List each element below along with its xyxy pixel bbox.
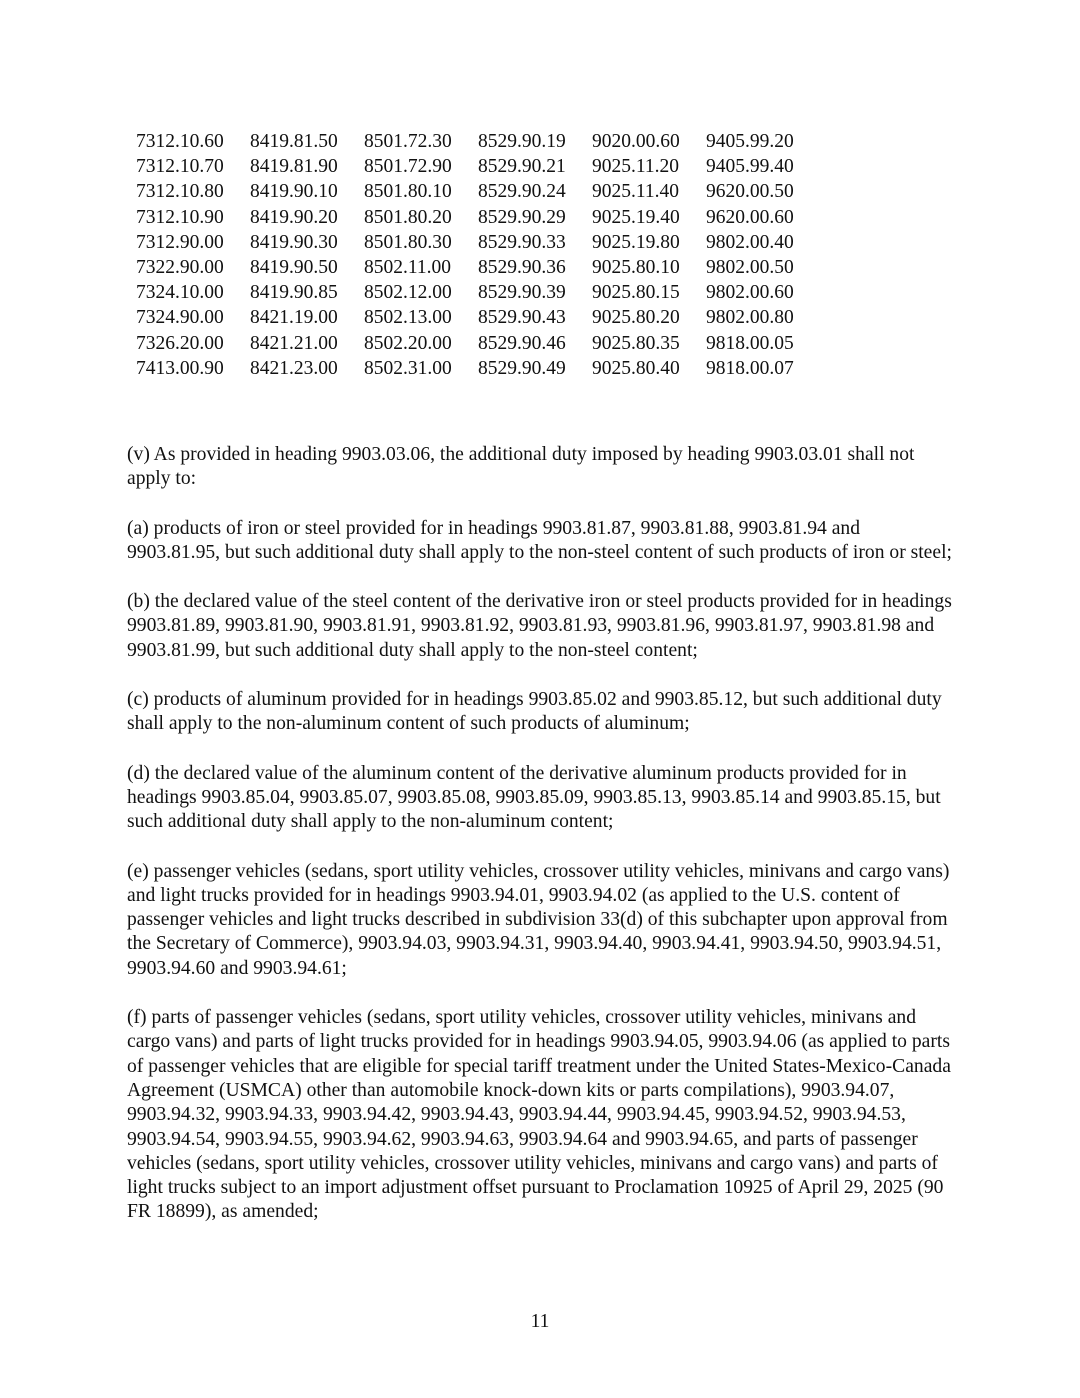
paragraph-d: (d) the declared value of the aluminum content of the derivative aluminum products provided for in headings 9903.85.04, 9903.85.07, 9903.85.08, 9903.85.09, 9903.85.13, 9903.85.14 and 9903.85.15, but such additional duty shall apply to the non-aluminum content; xyxy=(127,762,941,833)
table-cell: 8419.81.50 xyxy=(250,131,338,152)
paragraph-v: (v) As provided in heading 9903.03.06, the additional duty imposed by heading 9903.03.01 shall not apply to: xyxy=(127,444,915,490)
table-cell: 9620.00.60 xyxy=(706,206,794,228)
table-cell: 8529.90.19 xyxy=(478,131,566,152)
table-cell: 9405.99.20 xyxy=(706,131,794,152)
table-cell: 9025.19.80 xyxy=(592,231,680,253)
table-cell: 8502.12.00 xyxy=(364,282,452,304)
table-cell: 9025.11.40 xyxy=(592,181,680,203)
table-cell: 8529.90.36 xyxy=(478,257,566,279)
page-number: 11 xyxy=(530,1311,550,1332)
table-cell: 8419.90.20 xyxy=(250,206,338,228)
table-row xyxy=(136,356,820,381)
table-cell: 9025.80.10 xyxy=(592,257,680,279)
table-row xyxy=(136,154,820,179)
table-row xyxy=(136,280,820,305)
table-cell: 8529.90.29 xyxy=(478,206,566,228)
table-row xyxy=(136,205,820,230)
table-cell: 8419.90.50 xyxy=(250,257,338,279)
table-cell: 7324.10.00 xyxy=(136,282,224,304)
table-cell: 8501.72.30 xyxy=(364,131,452,152)
table-cell: 9025.80.20 xyxy=(592,307,680,329)
table-cell: 9025.80.15 xyxy=(592,282,680,304)
table-cell: 9818.00.05 xyxy=(706,332,794,354)
table-cell: 7312.10.80 xyxy=(136,181,224,203)
table-row xyxy=(136,305,820,330)
table-cell: 7322.90.00 xyxy=(136,257,224,279)
table-cell: 9025.80.35 xyxy=(592,332,680,354)
table-row xyxy=(136,255,820,280)
table-cell: 8502.20.00 xyxy=(364,332,452,354)
table-cell: 9020.00.60 xyxy=(592,131,680,152)
table-cell: 9802.00.50 xyxy=(706,257,794,279)
paragraph-f: (f) parts of passenger vehicles (sedans, sport utility vehicles, crossover utility vehicles, minivans and cargo vans) and parts of light trucks provided for in headings 9903.94.05, 9903.94.06 (as applied to parts of passenger vehicles that are eligible for special tariff treatment under the United States-Mexico-Canada Agreement (USMCA) other than automobile knock-down kits or parts compilations), 9903.94.07, 9903.94.32, 9903.94.33, 9903.94.42, 9903.94.43, 9903.94.44, 9903.94.45, 9903.94.52, 9903.94.53, 9903.94.54, 9903.94.55, 9903.94.62, 9903.94.63, 9903.94.64 and 9903.94.65, and parts of passenger vehicles (sedans, sport utility vehicles, crossover utility vehicles, minivans and cargo vans) and parts of light trucks subject to an import adjustment offset pursuant to Proclamation 10925 of April 29, 2025 (90 FR 18899), as amended; xyxy=(127,1007,951,1223)
table-cell: 8529.90.49 xyxy=(478,357,566,379)
table-cell: 7413.00.90 xyxy=(136,357,224,379)
table-cell: 7312.10.60 xyxy=(136,131,224,152)
table-cell: 8421.23.00 xyxy=(250,357,338,379)
table-cell: 8421.21.00 xyxy=(250,332,338,354)
table-cell: 8502.31.00 xyxy=(364,357,452,379)
table-cell: 7312.90.00 xyxy=(136,231,224,253)
table-cell: 8502.13.00 xyxy=(364,307,452,329)
table-cell: 7326.20.00 xyxy=(136,332,224,354)
table-cell: 8419.90.85 xyxy=(250,282,338,304)
table-cell: 9802.00.80 xyxy=(706,307,794,329)
paragraph-e: (e) passenger vehicles (sedans, sport utility vehicles, crossover utility vehicles, minivans and cargo vans) and light trucks provided for in headings 9903.94.01, 9903.94.02 (as applied to the U.S. content of passenger vehicles and light trucks described in subdivision 33(d) of this subchapter upon approval from the Secretary of Commerce), 9903.94.03, 9903.94.31, 9903.94.40, 9903.94.41, 9903.94.50, 9903.94.51, 9903.94.60 and 9903.94.61; xyxy=(127,860,950,979)
paragraph-b: (b) the declared value of the steel content of the derivative iron or steel products provided for in headings 9903.81.89, 9903.81.90, 9903.81.91, 9903.81.92, 9903.81.93, 9903.81.96, 9903.81.97, 9903.81.98 and 9903.81.99, but such additional duty shall apply to the non-steel content; xyxy=(127,591,952,661)
table-row xyxy=(136,129,820,154)
table-cell: 8501.80.30 xyxy=(364,231,452,253)
table-row xyxy=(136,230,820,255)
paragraph-a: (a) products of iron or steel provided for in headings 9903.81.87, 9903.81.88, 9903.81.94 and 9903.81.95, but such additional duty shall apply to the non-steel content of such products of iron or steel; xyxy=(127,517,952,563)
table-cell: 8529.90.43 xyxy=(478,307,566,329)
table-cell: 9620.00.50 xyxy=(706,181,794,203)
table-cell: 8419.90.30 xyxy=(250,231,338,253)
table-row xyxy=(136,179,820,204)
table-cell: 9802.00.40 xyxy=(706,231,794,253)
table-cell: 8501.80.10 xyxy=(364,181,452,203)
table-cell: 9818.00.07 xyxy=(706,357,794,379)
table-cell: 8529.90.24 xyxy=(478,181,566,203)
table-cell: 8529.90.21 xyxy=(478,156,566,178)
table-cell: 7312.10.70 xyxy=(136,156,224,178)
table-cell: 8502.11.00 xyxy=(364,257,452,279)
table-cell: 8529.90.46 xyxy=(478,332,566,354)
table-cell: 9025.11.20 xyxy=(592,156,680,178)
table-cell: 9025.80.40 xyxy=(592,357,680,379)
table-cell: 8529.90.39 xyxy=(478,282,566,304)
table-cell: 9025.19.40 xyxy=(592,206,680,228)
table-cell: 8501.80.20 xyxy=(364,206,452,228)
table-cell: 7312.10.90 xyxy=(136,206,224,228)
table-cell: 9802.00.60 xyxy=(706,282,794,304)
table-cell: 7324.90.00 xyxy=(136,307,224,329)
table-cell: 8501.72.90 xyxy=(364,156,452,178)
table-row xyxy=(136,331,820,356)
tariff-code-table-body xyxy=(136,129,820,381)
table-cell: 8529.90.33 xyxy=(478,231,566,253)
table-cell: 9405.99.40 xyxy=(706,156,794,178)
paragraph-c: (c) products of aluminum provided for in headings 9903.85.02 and 9903.85.12, but such additional duty shall apply to the non-aluminum content of such products of aluminum; xyxy=(127,689,942,735)
table-cell: 8421.19.00 xyxy=(250,307,338,329)
table-cell: 8419.90.10 xyxy=(250,181,338,203)
table-cell: 8419.81.90 xyxy=(250,156,338,178)
document-body xyxy=(127,443,957,1250)
tariff-code-table xyxy=(136,129,820,381)
